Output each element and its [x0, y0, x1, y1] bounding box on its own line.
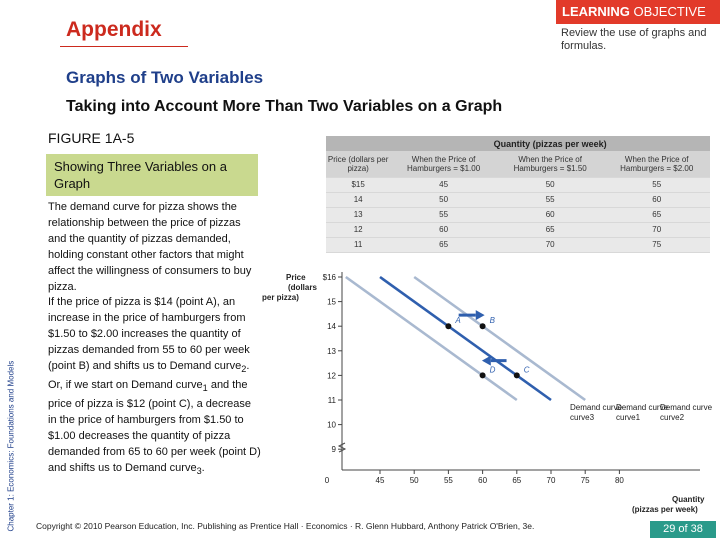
table-cell: 12	[326, 222, 390, 237]
y-tick-label: 13	[327, 346, 336, 356]
table-header: When the Price of Hamburgers = $1.50	[497, 151, 604, 177]
y-tick-label: 9	[331, 445, 336, 455]
shift-left-arrow-head	[482, 356, 491, 366]
x-tick-label: 0	[324, 476, 330, 485]
chapter-side-label: Chapter 1: Economics: Foundations and Models	[6, 360, 16, 532]
data-point	[514, 372, 520, 378]
table-cell: 13	[326, 207, 390, 222]
shift-right-arrow-head	[476, 310, 485, 320]
table-cell: 65	[390, 237, 497, 252]
axis-break-icon	[339, 443, 345, 452]
table-cell: 65	[497, 222, 604, 237]
copyright-footer: Copyright © 2010 Pearson Education, Inc. Publishing as Prentice Hall · Economics · R. Glenn Hubbard, Anthony Patrick O'Brien, 3e.	[36, 521, 535, 531]
body-paragraph-2: If the price of pizza is $14 (point A), an increase in the price of hamburgers from $1.50 to $2.00 increases the quantity of pizzas demanded from 55 to 60 per week (point B) and shifts us to Demand curve	[48, 296, 250, 373]
y-tick-label: 15	[327, 297, 336, 307]
body-paragraph-1: The demand curve for pizza shows the relationship between the price of pizzas and the quantity of pizzas demanded, holding constant other factors that might affect the willingness of consumers to buy pizza.	[48, 201, 252, 293]
table-cell: 55	[603, 177, 710, 192]
point-label: D	[489, 365, 496, 375]
table-cell: 60	[390, 222, 497, 237]
appendix-title: Appendix	[66, 18, 162, 41]
x-tick-label: 75	[580, 476, 590, 485]
table-header: When the Price of Hamburgers = $1.00	[390, 151, 497, 177]
demand-curve-line	[414, 277, 585, 400]
x-axis-label: Quantity	[672, 495, 705, 504]
x-tick-label: 55	[443, 476, 453, 485]
table-cell: 70	[497, 237, 604, 252]
y-tick-label: 14	[327, 322, 336, 332]
page-number: 29 of 38	[650, 521, 716, 538]
point-label: C	[523, 365, 530, 375]
x-tick-label: 60	[478, 476, 488, 485]
y-axis-label: (dollars	[288, 283, 317, 292]
point-label: B	[489, 316, 495, 326]
demand-curve-line	[346, 277, 517, 400]
y-axis-label: per pizza)	[262, 293, 299, 302]
lo-rest: OBJECTIVE	[629, 4, 706, 19]
table-cell: 75	[603, 237, 710, 252]
table-cell: 50	[497, 177, 604, 192]
y-tick-label: $16	[322, 273, 336, 282]
curve-label: Demand curve	[616, 403, 669, 412]
data-point	[480, 372, 486, 378]
slide-subtitle: Taking into Account More Than Two Variables on a Graph	[66, 98, 503, 115]
section-title: Graphs of Two Variables	[66, 68, 264, 87]
body-paragraph-3: Or, if we start on Demand curve	[48, 379, 203, 392]
table-cell: 60	[497, 207, 604, 222]
table-cell: 70	[603, 222, 710, 237]
table-cell: 55	[390, 207, 497, 222]
table-header: Price (dollars per pizza)	[326, 151, 390, 177]
demand-curve-line	[380, 277, 551, 400]
x-tick-label: 50	[409, 476, 419, 485]
figure-caption: Showing Three Variables on a Graph	[46, 154, 258, 196]
table-cell: 45	[390, 177, 497, 192]
y-tick-label: 12	[327, 371, 336, 381]
x-axis-label: (pizzas per week)	[632, 505, 698, 514]
table-title: Quantity (pizzas per week)	[390, 136, 710, 151]
body-text: The demand curve for pizza shows the relationship between the price of pizzas and the quantity of pizzas demanded, holding constant other factors that might affect the willingness of consumers to buy pizza. If the price of pizza is $14 (point A), an increase in the price of hamburgers from $1.50 to $2.00 increases the quantity of pizzas demanded from 55 to 60 per week (point B) and shifts us to Demand curve$_2$. Or, if we start on Demand curve$_1$ and the price of pizza is $12 (point C), a decrease in the price of hamburgers from $1.50 to $1.00 decreases the quantity of pizza demanded from 65 to 60 per week (point D) and shifts us to Demand curve$_3$.	[48, 201, 261, 477]
x-tick-label: 45	[375, 476, 385, 485]
curve-label: Demand curve	[660, 403, 713, 412]
table-cell: 11	[326, 237, 390, 252]
point-label: A	[455, 316, 461, 326]
figure-label: FIGURE 1A-5	[48, 130, 135, 146]
learning-objective-text: Review the use of graphs and formulas.	[561, 27, 707, 52]
data-point	[445, 323, 451, 329]
data-point	[480, 323, 486, 329]
curve-label: curve2	[660, 413, 685, 422]
curve-label: Demand curve	[570, 403, 623, 412]
curve-label: curve1	[616, 413, 641, 422]
y-tick-label: 11	[327, 396, 336, 405]
table-cell: 65	[603, 207, 710, 222]
table-cell: $15	[326, 177, 390, 192]
table-cell: 55	[497, 192, 604, 207]
x-tick-label: 70	[546, 476, 556, 485]
table-header: When the Price of Hamburgers = $2.00	[603, 151, 710, 177]
y-tick-label: 10	[327, 420, 336, 430]
x-tick-label: 65	[512, 476, 522, 485]
table-cell: 60	[603, 192, 710, 207]
curve-label: curve3	[570, 413, 595, 422]
y-axis-label: Price	[286, 273, 306, 282]
table-cell: 14	[326, 192, 390, 207]
x-tick-label: 80	[614, 476, 624, 485]
lo-bold: LEARNING	[562, 4, 630, 19]
table-cell: 50	[390, 192, 497, 207]
